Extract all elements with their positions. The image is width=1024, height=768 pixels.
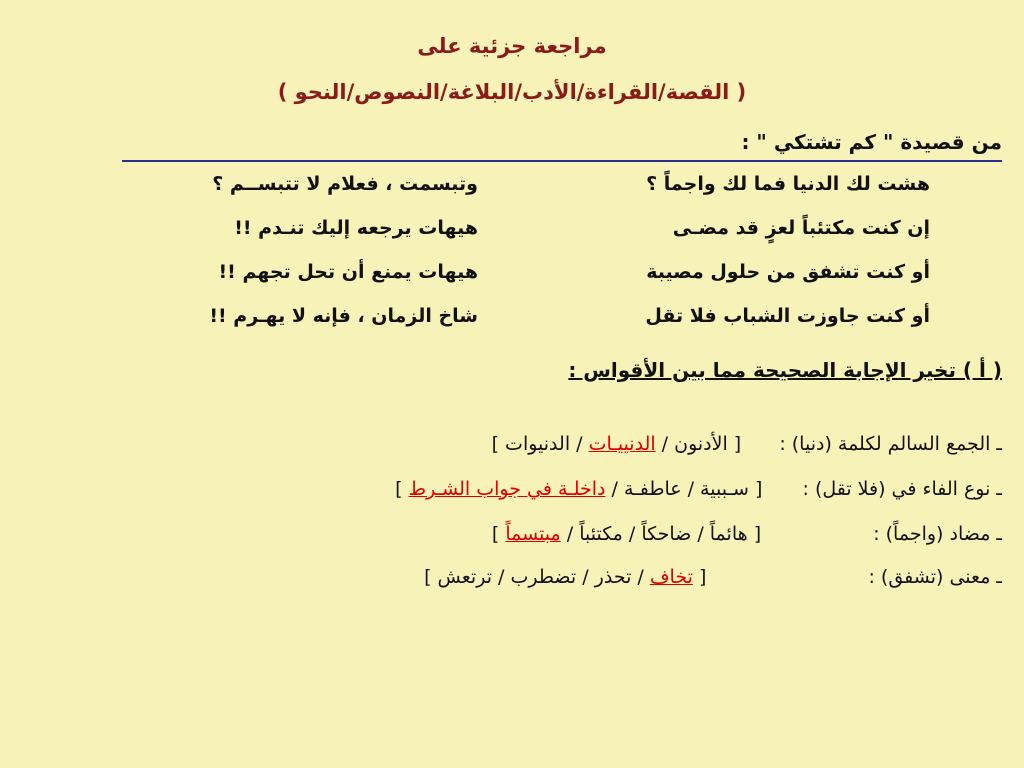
divider-line — [122, 160, 1002, 162]
bracket-close: ] — [424, 566, 432, 588]
bracket-open: [ — [754, 478, 763, 500]
verse-4-first-hemistich: أو كنت جاوزت الشباب فلا تقل — [645, 305, 930, 327]
verse-2-first-hemistich: إن كنت مكتئباً لعزٍ قد مضـى — [672, 217, 930, 239]
poem-heading: من قصيدة " كم تشتكي " : — [741, 130, 1002, 154]
verse-1-first-hemistich: هشت لك الدنيا فما لك واجماً ؟ — [646, 173, 930, 195]
bracket-open: [ — [733, 433, 742, 455]
verse-2-second-hemistich: هيهات يرجعه إليك تنـدم !! — [234, 217, 478, 239]
exercise-heading: ( أ ) تخير الإجابة الصحيحة مما بين الأقواس : — [568, 358, 1002, 382]
question-prompt: ـ معنى (تشفق) : — [868, 566, 1002, 588]
bracket-close: ] — [491, 523, 500, 545]
question-prompt: ـ الجمع السالم لكلمة (دنيا) : — [779, 433, 1002, 455]
slide-subtitle: ( القصة/القراءة/الأدب/البلاغة/النصوص/النحو ) — [277, 80, 747, 104]
option-text: / تحذر / تضطرب / ترتعش — [431, 566, 650, 588]
verse-1-second-hemistich: وتبسمت ، فعلام لا تتبســم ؟ — [212, 173, 478, 195]
question-1 — [492, 433, 1002, 455]
question-2 — [395, 478, 1002, 500]
correct-answer: مبتسماً — [505, 523, 561, 545]
correct-answer: داخلـة في جواب الشـرط — [408, 478, 606, 500]
option-text: سـببية / عاطفـة / — [605, 478, 755, 500]
question-prompt: ـ نوع الفاء في (فلا تقل) : — [802, 478, 1002, 500]
option-text: الأدنون / — [655, 433, 734, 455]
question-4 — [424, 566, 1002, 588]
question-prompt: ـ مضاد (واجماً) : — [873, 523, 1002, 545]
question-3 — [492, 523, 1002, 545]
bracket-open: [ — [753, 523, 762, 545]
bracket-open: [ — [698, 566, 707, 588]
correct-answer: تخاف — [649, 566, 693, 588]
verse-3-second-hemistich: هيهات يمنع أن تحل تجهم !! — [218, 261, 478, 283]
bracket-close: ] — [395, 478, 403, 500]
verse-4-second-hemistich: شاخ الزمان ، فإنه لا يهـرم !! — [209, 305, 478, 327]
bracket-close: ] — [491, 433, 500, 455]
verse-3-first-hemistich: أو كنت تشفق من حلول مصيبة — [646, 261, 930, 283]
slide-title: مراجعة جزئية على — [417, 34, 607, 58]
option-text: / الدنيوات — [499, 433, 589, 455]
correct-answer: الدنييـات — [588, 433, 656, 455]
option-text: هائماً / ضاحكاً / مكتئباً / — [560, 523, 754, 545]
